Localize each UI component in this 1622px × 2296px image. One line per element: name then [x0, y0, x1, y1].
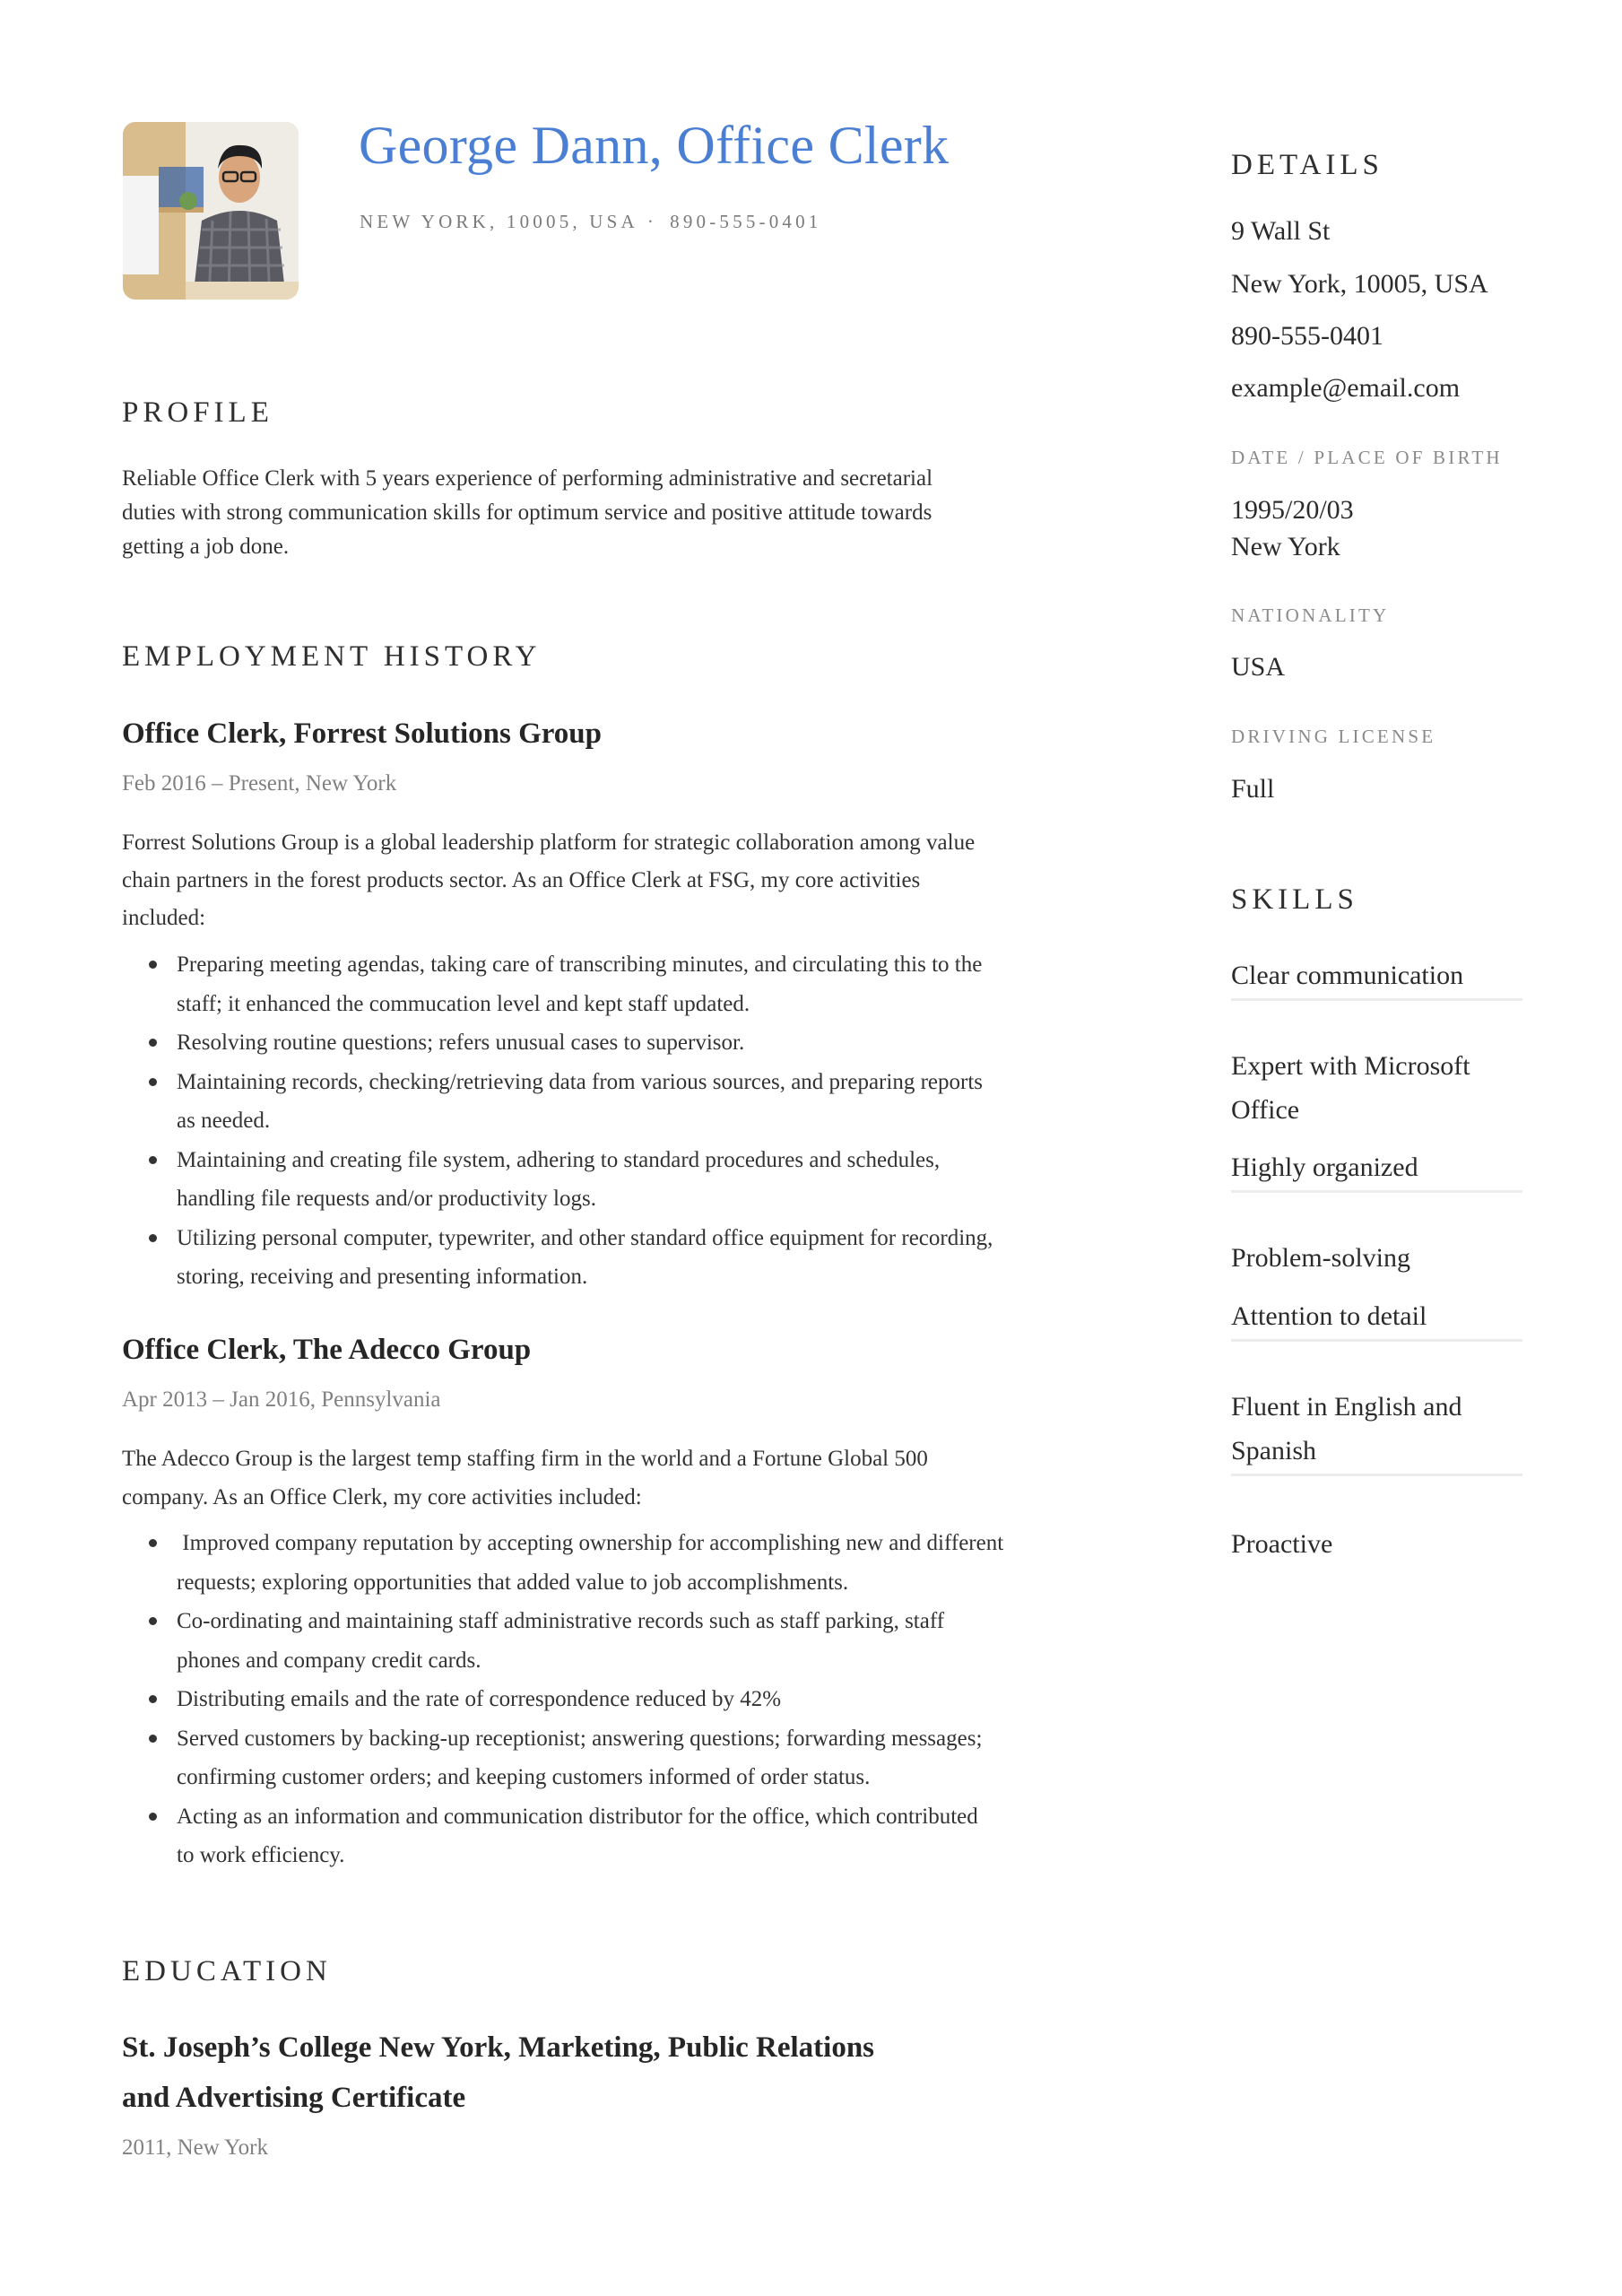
driving-license-label: DRIVING LICENSE [1231, 726, 1436, 747]
header-contact-line [360, 208, 822, 235]
nationality-label: NATIONALITY [1231, 604, 1390, 626]
driving-license-value: Full [1231, 774, 1275, 804]
job-bullet: Distributing emails and the rate of correspondence reduced by 42% [122, 1680, 1099, 1719]
skill-item: Problem-solving [1231, 1243, 1410, 1273]
job-bullet-list [122, 1524, 1099, 1875]
details-phone[interactable]: 890-555-0401 [1231, 321, 1383, 351]
bullet-dot-icon [149, 1735, 157, 1743]
address-line-2: New York, 10005, USA [1231, 269, 1488, 299]
profile-line: getting a job done. [122, 535, 290, 559]
job-description-line: The Adecco Group is the largest temp staffing firm in the world and a Fortune Global 500 [122, 1447, 928, 1471]
job-bullet: Preparing meeting agendas, taking care of transcribing minutes, and circulating this to the staff; it enhanced the commucation level and kept staff updated. [122, 945, 1099, 1023]
job-description [122, 1439, 1099, 1517]
bullet-dot-icon [149, 1813, 157, 1821]
separator-dot: · [646, 211, 658, 232]
header-phone: 890-555-0401 [670, 211, 822, 232]
skill-item: Expert with Microsoft Office [1231, 1051, 1470, 1125]
skill-divider [1231, 1190, 1522, 1193]
education-heading: EDUCATION [122, 1955, 332, 1987]
birth-date: 1995/20/03 [1231, 495, 1354, 525]
job-description-line: company. As an Office Clerk, my core activities included: [122, 1485, 642, 1509]
skill-item: Clear communication [1231, 961, 1464, 990]
education-title-line: and Advertising Certificate [122, 2082, 466, 2114]
candidate-name-title: George Dann, Office Clerk [359, 116, 950, 175]
job-title: Office Clerk, The Adecco Group [122, 1334, 532, 1366]
job-dates: Apr 2013 – Jan 2016, Pennsylvania [122, 1387, 441, 1412]
skills-heading: SKILLS [1231, 883, 1358, 916]
job-bullet: Acting as an information and communication distributor for the office, which contributed to work efficiency. [122, 1797, 1099, 1875]
job-bullet: Co-ordinating and maintaining staff administrative records such as staff parking, staff phones and company credit cards. [122, 1602, 1099, 1680]
job-bullet: Maintaining and creating file system, adhering to standard procedures and schedules, handling file requests and/or productivity logs. [122, 1141, 1099, 1219]
skill-divider [1231, 1474, 1522, 1476]
job-bullet: Resolving routine questions; refers unusual cases to supervisor. [122, 1023, 1099, 1063]
job-description [122, 824, 1099, 937]
education-dates: 2011, New York [122, 2135, 268, 2160]
skill-item: Attention to detail [1231, 1301, 1427, 1331]
job-bullet: Utilizing personal computer, typewriter, and other standard office equipment for recording, storing, receiving and presenting information. [122, 1219, 1099, 1297]
bullet-dot-icon [149, 1695, 157, 1703]
address-line-1: 9 Wall St [1231, 216, 1331, 246]
job-dates: Feb 2016 – Present, New York [122, 771, 397, 796]
job-description-line: chain partners in the forest products sector. As an Office Clerk at FSG, my core activities [122, 868, 921, 892]
profile-line: Reliable Office Clerk with 5 years experience of performing administrative and secretarial [122, 466, 933, 491]
bullet-dot-icon [149, 1156, 157, 1164]
skill-divider [1231, 1339, 1522, 1342]
header-location: NEW YORK, 10005, USA [360, 211, 638, 232]
profile-photo [123, 122, 299, 300]
birth-place: New York [1231, 532, 1340, 561]
bullet-dot-icon [149, 1617, 157, 1625]
education-title-line: St. Joseph’s College New York, Marketing, Public Relations [122, 2031, 875, 2064]
person-photo-icon [123, 122, 299, 300]
employment-heading: EMPLOYMENT HISTORY [122, 640, 542, 673]
job-bullet: Improved company reputation by accepting ownership for accomplishing new and different requests; exploring opportunities that added value to job accomplishments. [122, 1524, 1099, 1602]
birth-label: DATE / PLACE OF BIRTH [1231, 447, 1503, 468]
bullet-dot-icon [149, 1039, 157, 1047]
skill-divider [1231, 998, 1522, 1001]
profile-line: duties with strong communication skills for optimum service and positive attitude towards [122, 500, 932, 525]
job-description-line: included: [122, 906, 206, 930]
education-title [122, 2022, 1099, 2123]
skill-item: Highly organized [1231, 1152, 1418, 1182]
bullet-dot-icon [149, 1078, 157, 1086]
job-bullet: Served customers by backing-up receptionist; answering questions; forwarding messages; confirming customer orders; and keeping customers informed of order status. [122, 1719, 1099, 1797]
job-description-line: Forrest Solutions Group is a global leadership platform for strategic collaboration among value [122, 831, 976, 855]
job-bullet: Maintaining records, checking/retrieving data from various sources, and preparing reports as needed. [122, 1063, 1099, 1141]
details-email[interactable]: example@email.com [1231, 373, 1461, 403]
bullet-dot-icon [149, 1539, 157, 1547]
skill-item: Proactive [1231, 1529, 1333, 1559]
job-title: Office Clerk, Forrest Solutions Group [122, 718, 602, 750]
job-bullet-list [122, 945, 1099, 1297]
bullet-dot-icon [149, 961, 157, 969]
profile-summary [122, 462, 1099, 564]
details-heading: DETAILS [1231, 149, 1383, 181]
nationality-value: USA [1231, 652, 1286, 682]
skill-item: Fluent in English and Spanish [1231, 1392, 1462, 1465]
bullet-dot-icon [149, 1234, 157, 1242]
profile-heading: PROFILE [122, 396, 273, 429]
